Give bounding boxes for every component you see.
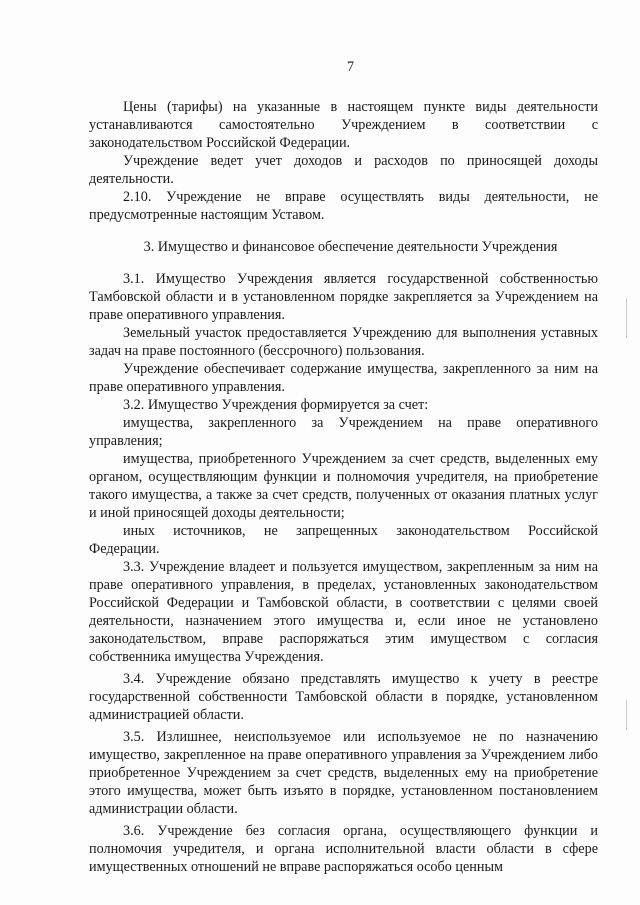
paragraph-3-6: 3.6. Учреждение без согласия органа, осуществляющего функции и полномочия учредителя, и органа исполнительной власти области в сфере имущественных отношений не вправе распоряжаться особо ценным <box>89 823 598 875</box>
paragraph-2-10: 2.10. Учреждение не вправе осуществлять виды деятельности, не предусмотренные настоящим Уставом. <box>89 189 598 223</box>
paragraph-3-1: 3.1. Имущество Учреждения является государственной собственностью Тамбовской области и в установленном порядке закрепляется за Учреждением на праве оперативного управления. <box>89 271 598 323</box>
paragraph-land: Земельный участок предоставляется Учреждению для выполнения уставных задач на праве постоянного (бессрочного) пользования. <box>89 325 598 359</box>
scan-mark <box>626 298 627 338</box>
paragraph-maintenance: Учреждение обеспечивает содержание имущества, закрепленного за ним на праве оперативного управления. <box>89 361 598 395</box>
list-item-assigned-property: имущества, закрепленного за Учреждением на праве оперативного управления; <box>89 415 598 449</box>
paragraph-3-5: 3.5. Излишнее, неиспользуемое или используемое не по назначению имущество, закрепленное на праве оперативного управления за Учреждением либо приобретенное Учреждением за счет средств, выделенных ему на приобретение этого имущества, может быть изъято в порядке, установленном постановлением администрации области. <box>89 729 598 817</box>
page-number: 7 <box>346 59 355 75</box>
paragraph-prices: Цены (тарифы) на указанные в настоящем пункте виды деятельности устанавливаются самостоятельно Учреждением в соответствии с законодательством Российской Федерации. <box>89 99 598 151</box>
scan-mark <box>626 700 627 730</box>
paragraph-3-3: 3.3. Учреждение владеет и пользуется имуществом, закрепленным за ним на праве оперативного управления, в пределах, установленных законодательством Российской Федерации и Тамбовской области, в соответствии с целями своей деятельности, назначением этого имущества и, если иное не установлено законодательством, вправе распоряжаться этим имуществом с согласия собственника имущества Учреждения. <box>89 559 598 665</box>
list-item-other-sources: иных источников, не запрещенных законодательством Российской Федерации. <box>89 523 598 557</box>
paragraph-3-4: 3.4. Учреждение обязано представлять имущество к учету в реестре государственной собственности Тамбовской области в порядке, установленном администрацией области. <box>89 671 598 723</box>
paragraph-accounting: Учреждение ведет учет доходов и расходов по приносящей доходы деятельности. <box>89 153 598 187</box>
list-item-acquired-property: имущества, приобретенного Учреждением за счет средств, выделенных ему органом, осуществляющим функции и полномочия учредителя, на приобретение такого имущества, а также за счет средств, полученных от оказания платных услуг и иной приносящей доходы деятельности; <box>89 451 598 521</box>
paragraph-3-2: 3.2. Имущество Учреждения формируется за счет: <box>123 397 429 413</box>
section-heading: 3. Имущество и финансовое обеспечение деятельности Учреждения <box>143 239 558 255</box>
